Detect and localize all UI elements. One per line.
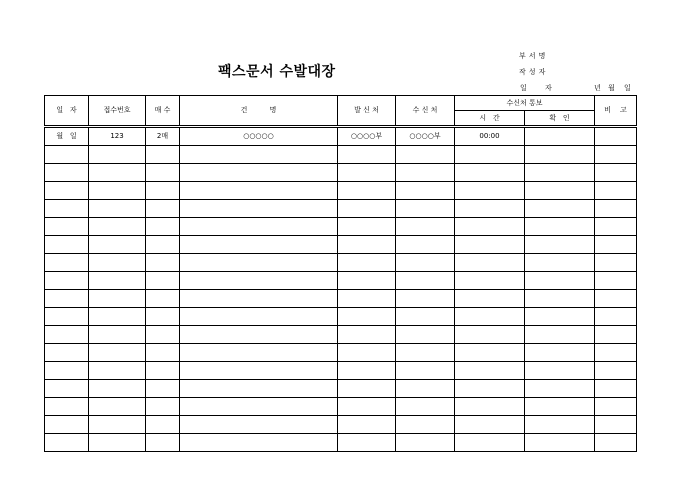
cell-date bbox=[45, 308, 89, 326]
cell-date bbox=[45, 182, 89, 200]
table-row bbox=[45, 362, 637, 380]
cell-remarks bbox=[595, 290, 637, 308]
cell-receipt-no bbox=[89, 434, 146, 452]
cell-remarks bbox=[595, 362, 637, 380]
table-row bbox=[45, 326, 637, 344]
cell-notify-confirm bbox=[525, 326, 595, 344]
header-row bbox=[45, 96, 637, 111]
cell-pages bbox=[146, 380, 180, 398]
cell-subject bbox=[180, 254, 338, 272]
cell-notify-time: 00:00 bbox=[455, 127, 525, 146]
cell-sender bbox=[338, 218, 396, 236]
table-row bbox=[45, 416, 637, 434]
cell-notify-time bbox=[455, 344, 525, 362]
cell-subject bbox=[180, 308, 338, 326]
col-header-notify-time: 시 간 bbox=[455, 111, 525, 127]
cell-receipt-no bbox=[89, 308, 146, 326]
cell-date bbox=[45, 344, 89, 362]
cell-receiver bbox=[396, 218, 455, 236]
cell-date bbox=[45, 362, 89, 380]
table-row bbox=[45, 344, 637, 362]
cell-receiver bbox=[396, 362, 455, 380]
cell-date bbox=[45, 164, 89, 182]
cell-receiver bbox=[396, 200, 455, 218]
cell-subject bbox=[180, 344, 338, 362]
table-row bbox=[45, 146, 637, 164]
cell-pages bbox=[146, 164, 180, 182]
cell-sender: ○○○○부 bbox=[338, 127, 396, 146]
day-label: 일 bbox=[624, 84, 631, 92]
writer-label: 작 성 자 bbox=[519, 68, 546, 76]
cell-notify-confirm bbox=[525, 434, 595, 452]
col-header-remarks: 비 고 bbox=[595, 96, 637, 127]
cell-receipt-no bbox=[89, 236, 146, 254]
cell-notify-confirm bbox=[525, 182, 595, 200]
cell-receipt-no bbox=[89, 398, 146, 416]
cell-receiver bbox=[396, 380, 455, 398]
cell-sender bbox=[338, 272, 396, 290]
cell-receipt-no bbox=[89, 218, 146, 236]
cell-receipt-no bbox=[89, 362, 146, 380]
cell-subject bbox=[180, 146, 338, 164]
table-row bbox=[45, 434, 637, 452]
table-row bbox=[45, 380, 637, 398]
cell-date bbox=[45, 218, 89, 236]
table-row bbox=[45, 200, 637, 218]
cell-notify-time bbox=[455, 380, 525, 398]
cell-sender bbox=[338, 200, 396, 218]
cell-notify-time bbox=[455, 218, 525, 236]
fax-ledger-table bbox=[44, 95, 637, 452]
cell-pages bbox=[146, 344, 180, 362]
cell-notify-confirm bbox=[525, 127, 595, 146]
cell-pages bbox=[146, 362, 180, 380]
cell-remarks bbox=[595, 326, 637, 344]
table-row bbox=[45, 218, 637, 236]
cell-receipt-no bbox=[89, 416, 146, 434]
cell-pages bbox=[146, 272, 180, 290]
cell-date bbox=[45, 380, 89, 398]
cell-receiver bbox=[396, 254, 455, 272]
cell-sender bbox=[338, 344, 396, 362]
date-label-1: 일 bbox=[520, 84, 527, 92]
table-row bbox=[45, 290, 637, 308]
cell-sender bbox=[338, 236, 396, 254]
cell-sender bbox=[338, 290, 396, 308]
cell-pages bbox=[146, 182, 180, 200]
cell-remarks bbox=[595, 254, 637, 272]
cell-notify-time bbox=[455, 254, 525, 272]
cell-receiver bbox=[396, 146, 455, 164]
cell-subject bbox=[180, 164, 338, 182]
cell-receipt-no bbox=[89, 146, 146, 164]
page-title: 팩스문서 수발대장 bbox=[218, 64, 336, 80]
cell-receiver bbox=[396, 290, 455, 308]
cell-subject bbox=[180, 416, 338, 434]
table-row bbox=[45, 398, 637, 416]
cell-date: 월 일 bbox=[45, 127, 89, 146]
cell-notify-time bbox=[455, 308, 525, 326]
cell-remarks bbox=[595, 146, 637, 164]
cell-notify-confirm bbox=[525, 164, 595, 182]
cell-subject: ○○○○○ bbox=[180, 127, 338, 146]
table-row bbox=[45, 272, 637, 290]
cell-sender bbox=[338, 326, 396, 344]
cell-remarks bbox=[595, 344, 637, 362]
cell-remarks bbox=[595, 127, 637, 146]
cell-remarks bbox=[595, 182, 637, 200]
dept-name-label: 부 서 명 bbox=[519, 52, 546, 60]
cell-receipt-no bbox=[89, 380, 146, 398]
cell-receiver bbox=[396, 236, 455, 254]
cell-pages bbox=[146, 326, 180, 344]
cell-receipt-no bbox=[89, 182, 146, 200]
cell-date bbox=[45, 200, 89, 218]
cell-pages bbox=[146, 236, 180, 254]
cell-remarks bbox=[595, 308, 637, 326]
col-header-pages: 매 수 bbox=[146, 96, 180, 127]
col-header-sender: 발 신 처 bbox=[338, 96, 396, 127]
cell-notify-time bbox=[455, 398, 525, 416]
cell-pages bbox=[146, 218, 180, 236]
cell-pages bbox=[146, 146, 180, 164]
col-header-notify-confirm: 확 인 bbox=[525, 111, 595, 127]
cell-subject bbox=[180, 290, 338, 308]
cell-sender bbox=[338, 362, 396, 380]
cell-subject bbox=[180, 218, 338, 236]
cell-receipt-no bbox=[89, 344, 146, 362]
cell-notify-confirm bbox=[525, 344, 595, 362]
cell-remarks bbox=[595, 236, 637, 254]
cell-date bbox=[45, 416, 89, 434]
cell-receipt-no bbox=[89, 200, 146, 218]
cell-subject bbox=[180, 182, 338, 200]
cell-receiver bbox=[396, 272, 455, 290]
cell-date bbox=[45, 326, 89, 344]
cell-date bbox=[45, 434, 89, 452]
table-row bbox=[45, 164, 637, 182]
cell-notify-confirm bbox=[525, 200, 595, 218]
cell-notify-confirm bbox=[525, 146, 595, 164]
col-header-notify-group: 수신처 통보 bbox=[455, 96, 595, 111]
cell-notify-time bbox=[455, 164, 525, 182]
cell-receipt-no bbox=[89, 164, 146, 182]
cell-remarks bbox=[595, 416, 637, 434]
cell-receiver bbox=[396, 164, 455, 182]
cell-subject bbox=[180, 326, 338, 344]
cell-subject bbox=[180, 380, 338, 398]
cell-notify-time bbox=[455, 362, 525, 380]
cell-remarks bbox=[595, 200, 637, 218]
table-row bbox=[45, 127, 637, 146]
cell-subject bbox=[180, 272, 338, 290]
cell-receipt-no bbox=[89, 290, 146, 308]
cell-pages bbox=[146, 308, 180, 326]
cell-sender bbox=[338, 308, 396, 326]
cell-notify-time bbox=[455, 434, 525, 452]
cell-subject bbox=[180, 398, 338, 416]
cell-sender bbox=[338, 254, 396, 272]
cell-notify-confirm bbox=[525, 416, 595, 434]
cell-sender bbox=[338, 398, 396, 416]
cell-sender bbox=[338, 164, 396, 182]
col-header-receipt-no: 접수번호 bbox=[89, 96, 146, 127]
cell-receipt-no: 123 bbox=[89, 127, 146, 146]
cell-receiver bbox=[396, 416, 455, 434]
cell-notify-confirm bbox=[525, 236, 595, 254]
cell-notify-confirm bbox=[525, 290, 595, 308]
table-row bbox=[45, 308, 637, 326]
cell-pages: 2매 bbox=[146, 127, 180, 146]
cell-sender bbox=[338, 380, 396, 398]
cell-date bbox=[45, 254, 89, 272]
cell-remarks bbox=[595, 380, 637, 398]
cell-notify-time bbox=[455, 290, 525, 308]
cell-notify-time bbox=[455, 236, 525, 254]
cell-date bbox=[45, 236, 89, 254]
cell-pages bbox=[146, 398, 180, 416]
cell-notify-time bbox=[455, 272, 525, 290]
col-header-subject: 건 명 bbox=[180, 96, 338, 127]
cell-receiver bbox=[396, 344, 455, 362]
date-line bbox=[0, 83, 680, 93]
cell-notify-confirm bbox=[525, 398, 595, 416]
cell-notify-time bbox=[455, 416, 525, 434]
table-row bbox=[45, 254, 637, 272]
cell-receiver: ○○○○부 bbox=[396, 127, 455, 146]
cell-notify-confirm bbox=[525, 272, 595, 290]
table-row bbox=[45, 182, 637, 200]
cell-receiver bbox=[396, 434, 455, 452]
ledger-body bbox=[45, 127, 637, 452]
cell-remarks bbox=[595, 164, 637, 182]
cell-receiver bbox=[396, 308, 455, 326]
cell-date bbox=[45, 398, 89, 416]
cell-subject bbox=[180, 434, 338, 452]
cell-subject bbox=[180, 200, 338, 218]
cell-notify-confirm bbox=[525, 218, 595, 236]
cell-sender bbox=[338, 146, 396, 164]
cell-notify-confirm bbox=[525, 254, 595, 272]
col-header-date: 일 자 bbox=[45, 96, 89, 127]
cell-notify-time bbox=[455, 326, 525, 344]
cell-remarks bbox=[595, 272, 637, 290]
cell-remarks bbox=[595, 218, 637, 236]
year-label: 년 bbox=[594, 84, 601, 92]
cell-receiver bbox=[396, 182, 455, 200]
month-label: 월 bbox=[608, 84, 615, 92]
cell-receiver bbox=[396, 398, 455, 416]
cell-receiver bbox=[396, 326, 455, 344]
cell-notify-time bbox=[455, 146, 525, 164]
cell-date bbox=[45, 290, 89, 308]
cell-subject bbox=[180, 362, 338, 380]
cell-notify-confirm bbox=[525, 308, 595, 326]
cell-pages bbox=[146, 200, 180, 218]
col-header-receiver: 수 신 처 bbox=[396, 96, 455, 127]
cell-sender bbox=[338, 416, 396, 434]
table-row bbox=[45, 236, 637, 254]
cell-remarks bbox=[595, 434, 637, 452]
cell-notify-confirm bbox=[525, 380, 595, 398]
cell-pages bbox=[146, 416, 180, 434]
cell-receipt-no bbox=[89, 326, 146, 344]
cell-pages bbox=[146, 254, 180, 272]
cell-notify-time bbox=[455, 182, 525, 200]
cell-sender bbox=[338, 434, 396, 452]
cell-receipt-no bbox=[89, 272, 146, 290]
cell-date bbox=[45, 272, 89, 290]
cell-remarks bbox=[595, 398, 637, 416]
cell-pages bbox=[146, 434, 180, 452]
cell-pages bbox=[146, 290, 180, 308]
cell-notify-confirm bbox=[525, 362, 595, 380]
cell-subject bbox=[180, 236, 338, 254]
cell-sender bbox=[338, 182, 396, 200]
date-label-2: 자 bbox=[545, 84, 552, 92]
cell-date bbox=[45, 146, 89, 164]
cell-receipt-no bbox=[89, 254, 146, 272]
cell-notify-time bbox=[455, 200, 525, 218]
